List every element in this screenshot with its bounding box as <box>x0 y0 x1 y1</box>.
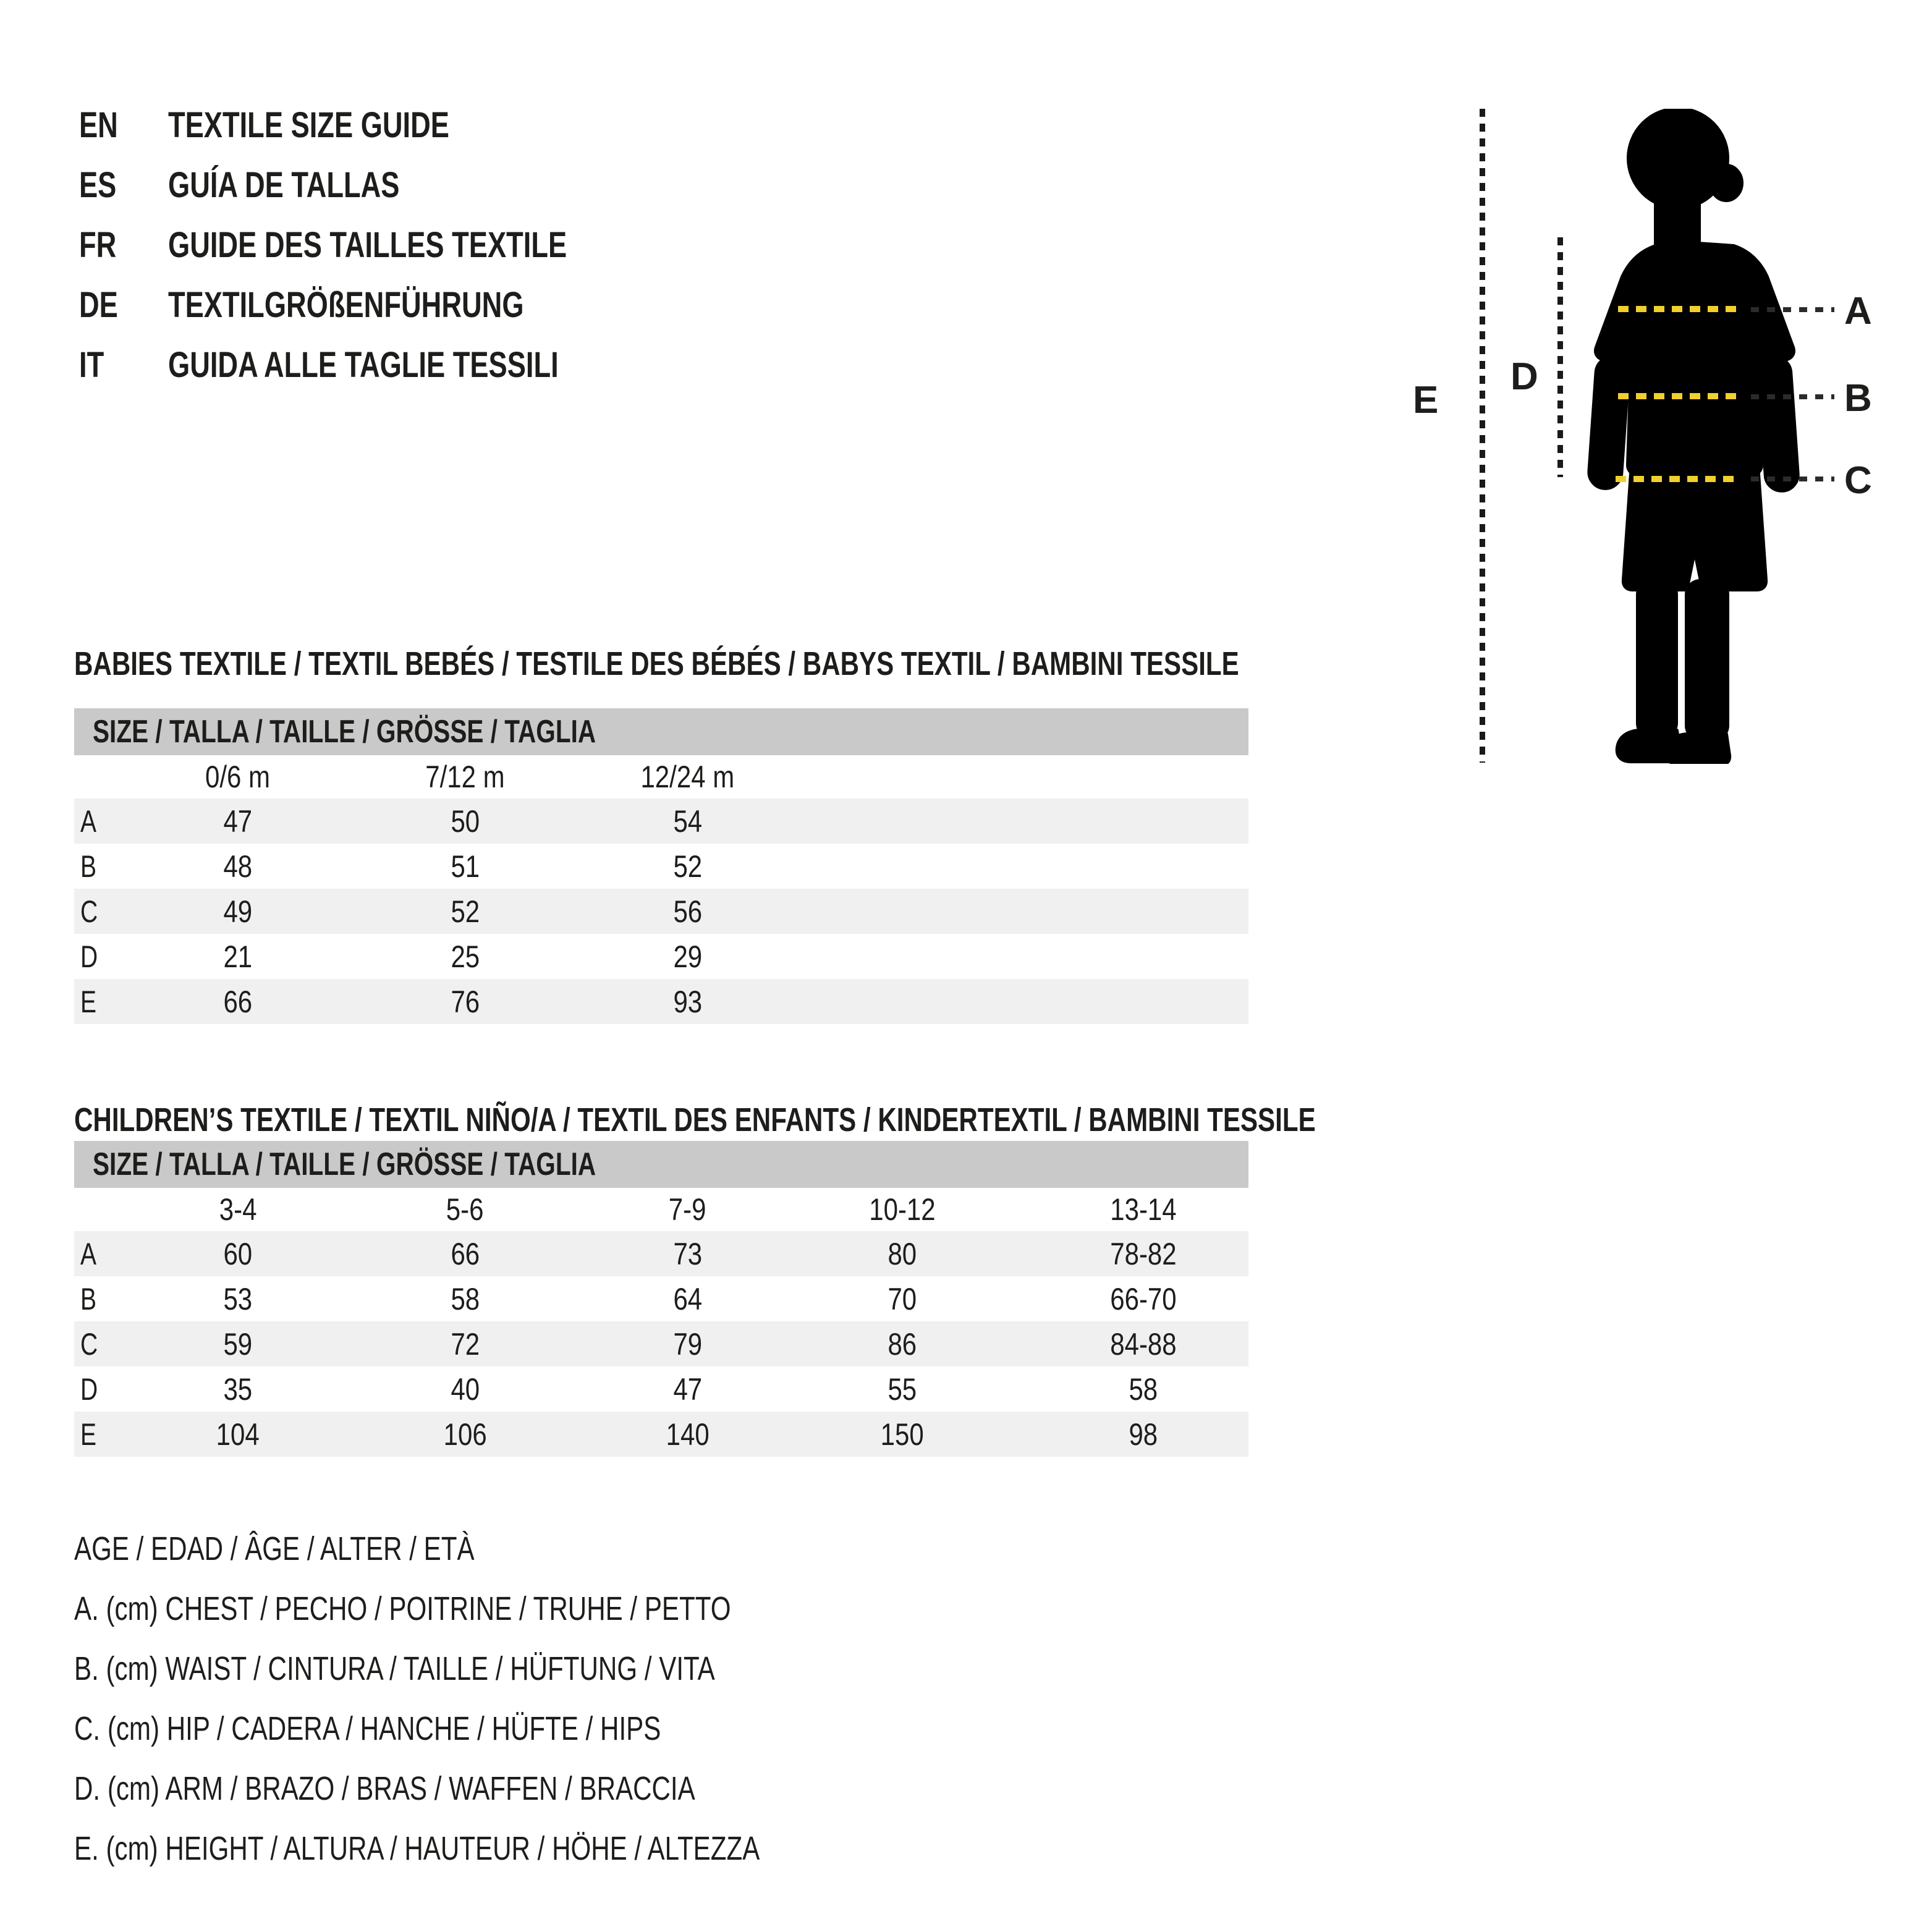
table-cell <box>766 979 1038 1024</box>
guide-title: GUÍA DE TALLAS <box>168 165 400 205</box>
table-row <box>74 844 1248 889</box>
table-cell: 25 <box>451 939 480 974</box>
language-row <box>79 275 679 335</box>
table-cell: 53 <box>223 1281 253 1316</box>
table-cell: 54 <box>673 803 702 839</box>
table-cell: 104 <box>216 1417 260 1452</box>
table-cell <box>1038 799 1248 844</box>
table-cell: 93 <box>673 984 702 1019</box>
legend-chest-line: A. (cm) CHEST / PECHO / POITRINE / TRUHE / PETTO <box>74 1590 731 1627</box>
table-cell: 59 <box>223 1326 253 1362</box>
language-row <box>79 335 679 395</box>
language-code: EN <box>79 105 118 145</box>
table-cell <box>766 889 1038 934</box>
row-label: B <box>80 849 97 884</box>
row-label: B <box>80 1281 97 1316</box>
size-column-header: 10-12 <box>869 1192 936 1227</box>
table-cell: 51 <box>451 849 480 884</box>
legend-hip-line: C. (cm) HIP / CADERA / HANCHE / HÜFTE / HIPS <box>74 1710 661 1747</box>
table-cell <box>1038 979 1248 1024</box>
children-section-title: CHILDREN’S TEXTILE / TEXTIL NIÑO/A / TEXTIL DES ENFANTS / KINDERTEXTIL / BAMBINI TESSILE <box>74 1101 1316 1138</box>
arm-measure-label: D <box>1510 355 1538 398</box>
table-cell: 86 <box>888 1326 917 1362</box>
table-cell: 106 <box>443 1417 487 1452</box>
table-cell: 29 <box>673 939 702 974</box>
table-row <box>74 799 1248 844</box>
size-label-column-header <box>74 1188 155 1231</box>
table-row <box>74 889 1248 934</box>
table-cell: 60 <box>223 1236 253 1271</box>
table-cell <box>1038 844 1248 889</box>
babies-size-header-bar: SIZE / TALLA / TAILLE / GRÖSSE / TAGLIA <box>74 708 1248 755</box>
table-cell: 50 <box>451 803 480 839</box>
table-cell: 58 <box>451 1281 480 1316</box>
measurement-legend <box>74 1519 953 1879</box>
size-column-header <box>766 755 1038 799</box>
legend-arm-line: D. (cm) ARM / BRAZO / BRAS / WAFFEN / BRACCIA <box>74 1770 695 1807</box>
language-code: FR <box>79 225 117 265</box>
table-cell: 84-88 <box>1110 1326 1177 1362</box>
row-label: D <box>80 939 98 974</box>
table-row <box>74 1366 1248 1412</box>
table-cell: 56 <box>673 894 702 929</box>
row-label: E <box>80 1417 97 1452</box>
table-cell: 21 <box>223 939 253 974</box>
size-column-header: 7/12 m <box>425 760 505 794</box>
language-row <box>79 95 679 155</box>
table-cell: 66-70 <box>1110 1281 1177 1316</box>
size-column-header: 13-14 <box>1110 1192 1177 1227</box>
language-row <box>79 215 679 275</box>
children-size-table <box>74 1188 1248 1457</box>
table-cell: 47 <box>223 803 253 839</box>
table-cell: 49 <box>223 894 253 929</box>
size-column-header: 5-6 <box>446 1192 484 1227</box>
waist-measure-line <box>1618 393 1740 399</box>
table-cell: 140 <box>666 1417 710 1452</box>
table-cell: 150 <box>880 1417 925 1452</box>
language-code: DE <box>79 285 118 325</box>
table-cell: 40 <box>451 1371 480 1407</box>
row-label: A <box>80 803 97 839</box>
table-cell: 52 <box>673 849 702 884</box>
guide-title: GUIDE DES TAILLES TEXTILE <box>168 225 567 265</box>
table-cell: 70 <box>888 1281 917 1316</box>
child-silhouette-figure <box>1579 109 1808 764</box>
chest-measure-label: A <box>1844 290 1872 333</box>
table-row <box>74 1412 1248 1457</box>
size-label-column-header <box>74 755 155 799</box>
babies-column-header-row <box>74 755 1248 799</box>
chest-measure-line <box>1618 306 1742 312</box>
table-cell: 79 <box>673 1326 702 1362</box>
table-row <box>74 1276 1248 1321</box>
size-column-header: 7-9 <box>669 1192 706 1227</box>
children-size-header-bar: SIZE / TALLA / TAILLE / GRÖSSE / TAGLIA <box>74 1141 1248 1188</box>
guide-title: TEXTILE SIZE GUIDE <box>168 105 449 145</box>
table-cell: 55 <box>888 1371 917 1407</box>
table-cell <box>766 934 1038 979</box>
size-column-header: 0/6 m <box>205 760 271 794</box>
table-cell: 78-82 <box>1110 1236 1177 1271</box>
table-cell: 64 <box>673 1281 702 1316</box>
legend-height-line: E. (cm) HEIGHT / ALTURA / HAUTEUR / HÖHE / ALTEZZA <box>74 1830 760 1867</box>
table-cell: 66 <box>223 984 253 1019</box>
hip-measure-line <box>1616 476 1740 482</box>
row-label: C <box>80 1326 98 1362</box>
language-code: IT <box>79 345 104 385</box>
table-row <box>74 979 1248 1024</box>
table-cell <box>1038 934 1248 979</box>
table-cell: 80 <box>888 1236 917 1271</box>
hip-callout-line <box>1751 477 1834 481</box>
babies-section-title: BABIES TEXTILE / TEXTIL BEBÉS / TESTILE DES BÉBÉS / BABYS TEXTIL / BAMBINI TESSILE <box>74 645 1239 682</box>
language-code: ES <box>79 165 117 205</box>
table-cell: 76 <box>451 984 480 1019</box>
table-cell: 58 <box>1129 1371 1158 1407</box>
row-label: E <box>80 984 97 1019</box>
size-column-header: 12/24 m <box>640 760 735 794</box>
table-cell: 98 <box>1129 1417 1158 1452</box>
table-cell: 52 <box>451 894 480 929</box>
language-title-block <box>79 95 679 395</box>
babies-size-table <box>74 755 1248 1024</box>
size-column-header <box>1038 755 1248 799</box>
waist-measure-label: B <box>1844 377 1872 420</box>
legend-waist-line: B. (cm) WAIST / CINTURA / TAILLE / HÜFTUNG / VITA <box>74 1650 715 1687</box>
table-cell: 35 <box>223 1371 253 1407</box>
table-cell: 66 <box>451 1236 480 1271</box>
table-cell <box>766 799 1038 844</box>
guide-title: GUIDA ALLE TAGLIE TESSILI <box>168 345 559 385</box>
table-cell: 48 <box>223 849 253 884</box>
height-measure-label: E <box>1413 379 1439 422</box>
children-column-header-row <box>74 1188 1248 1231</box>
size-column-header: 3-4 <box>219 1192 257 1227</box>
table-cell: 73 <box>673 1236 702 1271</box>
row-label: D <box>80 1371 98 1407</box>
row-label: C <box>80 894 98 929</box>
chest-callout-line <box>1751 307 1834 312</box>
table-row <box>74 1231 1248 1276</box>
row-label: A <box>80 1236 97 1271</box>
table-cell <box>1038 889 1248 934</box>
legend-age-line: AGE / EDAD / ÂGE / ALTER / ETÀ <box>74 1530 475 1567</box>
waist-callout-line <box>1751 394 1834 399</box>
language-row <box>79 155 679 215</box>
table-row <box>74 934 1248 979</box>
table-cell: 72 <box>451 1326 480 1362</box>
table-row <box>74 1321 1248 1366</box>
table-cell <box>766 844 1038 889</box>
arm-measure-line <box>1557 237 1563 477</box>
hip-measure-label: C <box>1844 459 1872 502</box>
silhouette-shoe <box>1666 734 1729 764</box>
guide-title: TEXTILGRÖßENFÜHRUNG <box>168 285 524 325</box>
table-cell: 47 <box>673 1371 702 1407</box>
